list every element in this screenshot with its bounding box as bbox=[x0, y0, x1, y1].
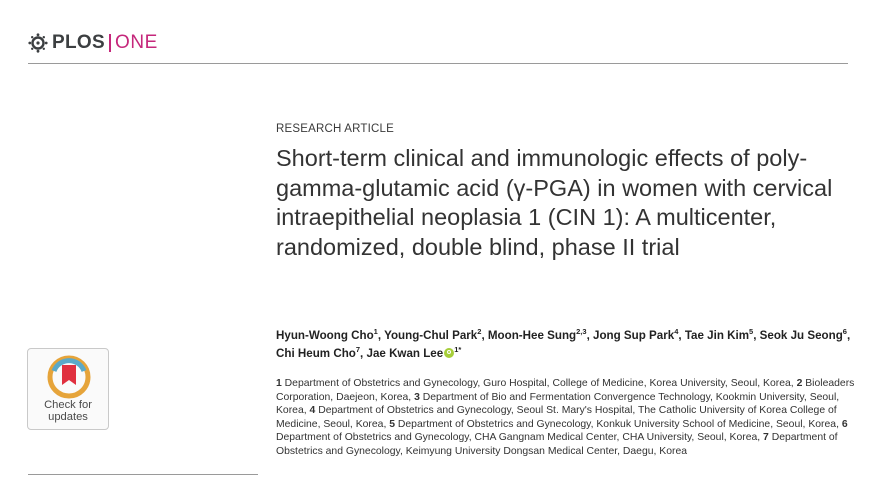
author-list: Hyun-Woong Cho$^1$, Young-Chul Park$^2$, Moon-Hee Sung$^{2,3}$, Jong Sup Park$^4$, Tae Jin Kim$^5$, Seok Ju Seong$^6$, Chi Heum Cho$^7$, Jae Kwan Lee $^{1*}$ bbox=[276, 327, 851, 360]
logo-plos-text: PLOS bbox=[52, 32, 105, 53]
author-affiliation-sup: 1 bbox=[373, 327, 378, 336]
affiliation-number: 6 bbox=[841, 418, 848, 430]
author-name: Seok Ju Seong bbox=[759, 329, 843, 342]
orcid-icon[interactable] bbox=[444, 348, 454, 358]
badge-line-2: updates bbox=[48, 410, 88, 423]
affiliation-text: Department of Bio and Fermentation Convergence Technology, Kookmin University, Seoul, Korea bbox=[276, 391, 840, 417]
author-affiliation-sup: 2,3 bbox=[576, 327, 587, 336]
author-name: Tae Jin Kim bbox=[684, 329, 750, 342]
author-name: Jong Sup Park bbox=[593, 329, 675, 342]
author-affiliation-sup: 2 bbox=[477, 327, 482, 336]
affiliation-number: 2 bbox=[796, 378, 803, 389]
affiliation-text: Bioleaders Corporation, Daejeon, Korea bbox=[276, 378, 855, 403]
affiliation-text: Department of Obstetrics and Gynecology, Konkuk University School of Medicine, Seoul, Korea bbox=[397, 418, 837, 430]
author[interactable] bbox=[760, 329, 847, 342]
affiliation bbox=[276, 378, 791, 389]
author-name: Hyun-Woong Cho bbox=[276, 329, 374, 342]
author[interactable] bbox=[276, 329, 378, 342]
author[interactable] bbox=[685, 329, 753, 342]
affiliation-number: 4 bbox=[309, 405, 316, 417]
logo-divider bbox=[109, 34, 111, 52]
article-title: Short-term clinical and immunologic effects of poly-gamma-glutamic acid (γ-PGA) in women with cervical intraepithelial neoplasia 1 (CIN 1): A multicenter, randomized, double blind, phase II trial bbox=[276, 145, 833, 260]
journal-header bbox=[28, 31, 158, 55]
author-affiliation-sup: 7 bbox=[355, 344, 361, 354]
affiliation-number: 3 bbox=[414, 391, 420, 403]
crossmark-icon bbox=[47, 355, 91, 399]
affiliation bbox=[389, 419, 836, 430]
author-affiliation-sup: 6 bbox=[842, 327, 847, 336]
author[interactable] bbox=[593, 329, 678, 342]
author-affiliation-sup: 5 bbox=[749, 327, 754, 336]
logo-one-text: ONE bbox=[114, 32, 158, 53]
author[interactable] bbox=[366, 344, 462, 360]
affiliation-text: Department of Obstetrics and Gynecology, Keimyung University Dongsan Medical Center, Daegu, Korea bbox=[276, 432, 838, 457]
badge-label bbox=[28, 400, 108, 423]
affiliation-number: 1 bbox=[276, 378, 282, 389]
affiliation-text: Department of Obstetrics and Gynecology, Guro Hospital, College of Medicine, Korea University, Seoul, Korea bbox=[284, 378, 791, 389]
affiliation-list: 1 Department of Obstetrics and Gynecology, Guro Hospital, College of Medicine, Korea University, Seoul, Korea, 2 Bioleaders Corporation, Daejeon, Korea, 3 Department of Bio and Fermentation Convergence Technology, Kookmin University, Seoul, Korea, 4 Department of Obstetrics and Gynecology, Seoul St. Mary's Hospital, The Catholic University of Korea College of Medicine, Seoul, Korea, 5 Department of Obstetrics and Gynecology, Konkuk University School of Medicine, Seoul, Korea, 6 Department of Obstetrics and Gynecology, CHA Gangnam Medical Center, CHA University, Seoul, Korea, 7 Department of Obstetrics and Gynecology, Keimyung University Dongsan Medical Center, Daegu, Korea bbox=[276, 378, 855, 457]
affiliation-text: Department of Obstetrics and Gynecology, CHA Gangnam Medical Center, CHA University, Seoul, Korea bbox=[276, 432, 758, 444]
header-divider bbox=[28, 63, 848, 64]
author[interactable] bbox=[276, 344, 361, 360]
author-name: Chi Heum Cho bbox=[276, 346, 356, 360]
article-type: RESEARCH ARTICLE bbox=[276, 123, 395, 135]
affiliation-number: 5 bbox=[389, 418, 395, 430]
sidebar-divider bbox=[28, 474, 258, 475]
check-for-updates-badge[interactable] bbox=[27, 348, 109, 430]
author-name: Jae Kwan Lee bbox=[366, 346, 444, 360]
affiliation-text: Department of Obstetrics and Gynecology, Seoul St. Mary's Hospital, The Catholic University of Korea College of Medicine, Seoul, Korea bbox=[276, 405, 837, 430]
author-affiliation-sup: 4 bbox=[674, 327, 679, 336]
author-name: Young-Chul Park bbox=[384, 329, 478, 342]
author[interactable] bbox=[384, 329, 481, 342]
plos-logo-icon bbox=[28, 33, 48, 53]
author-affiliation-sup: 1* bbox=[454, 344, 462, 354]
affiliation-number: 7 bbox=[763, 432, 769, 444]
badge-line-1: Check for bbox=[44, 399, 92, 411]
author[interactable] bbox=[488, 329, 587, 342]
author-name: Moon-Hee Sung bbox=[487, 329, 577, 342]
